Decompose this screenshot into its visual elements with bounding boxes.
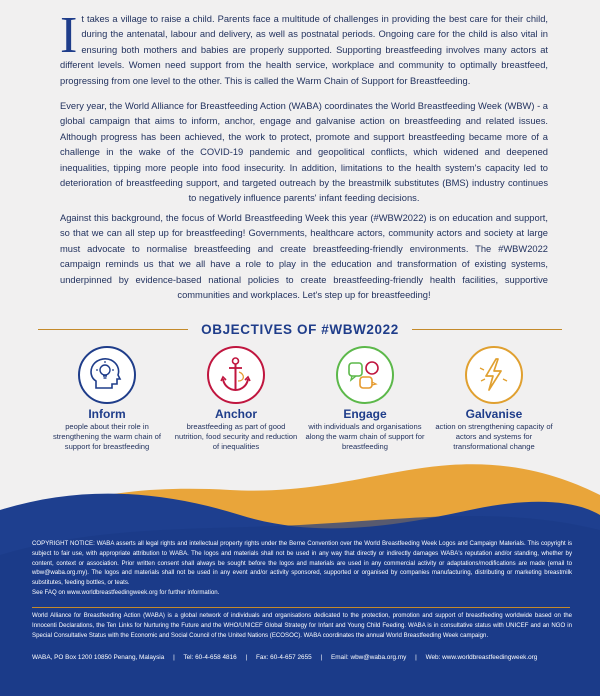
contact-tel: Tel: 60-4-658 4816 — [183, 654, 237, 661]
objective-name: Anchor — [215, 407, 257, 421]
objective-desc: action on strengthening capacity of actors and systems for transformational change — [435, 422, 553, 451]
objective-desc: breastfeeding as part of good nutrition, food security and reduction of inequalities — [174, 422, 298, 451]
contact-separator: | — [415, 654, 417, 661]
objective-desc: with individuals and organisations along the warm chain of support for breastfeeding — [305, 422, 425, 451]
wbw2022-paragraph: Against this background, the focus of World Breastfeeding Week this year (#WBW2022) is on education and support, so that we can all step up for breastfeeding! Governments, healthcare actors, community actors and society at large must advocate to normalise breastfeeding and create breastfeeding-friendly environments. The #WBW2022 campaign reminds us that we all have a role to play in the education and transformation of existing systems, underpinned by evidence-based national policies to create breastfeeding-friendly health facilities, supportive communities and workplaces. Let's step up for breastfeeding! — [60, 213, 548, 301]
anchor-icon — [207, 346, 265, 404]
head-lightbulb-icon — [78, 346, 136, 404]
faq-text: See FAQ on www.worldbreastfeedingweek.org for further information. — [32, 588, 220, 596]
contact-address: WABA, PO Box 1200 10850 Penang, Malaysia — [32, 654, 165, 661]
intro-paragraph — [60, 7, 548, 89]
copyright-notice — [32, 539, 572, 598]
objective-galvanise — [429, 346, 559, 452]
contact-email[interactable]: Email: wbw@waba.org.my — [330, 654, 407, 661]
objective-desc: people about their role in strengthening the warm chain of support for breastfeeding — [52, 422, 162, 451]
objective-engage — [300, 346, 430, 452]
contact-separator: | — [245, 654, 248, 661]
about-waba: World Alliance for Breastfeeding Action (WABA) is a global network of individuals and organisations dedicated to the protection, promotion and support of breastfeeding worldwide based on the Innocenti Declarations, the Ten Links for Nurturing the Future and the WHO/UNICEF Global Strategy for Infant and Young Child Feeding. WABA is in consultative status with UNICEF and an NGO in Special Consultative Status with the Economic and Social Council of the United Nations (ECOSOC). WABA coordinates the annual World Breastfeeding Week campaign. — [32, 612, 572, 639]
objective-inform — [42, 346, 172, 452]
objective-name: Inform — [88, 407, 126, 421]
contact-fax: Fax: 60-4-657 2655 — [255, 654, 312, 661]
objectives-rule-right — [412, 329, 562, 330]
drop-cap: I — [60, 7, 78, 64]
lightning-icon — [465, 346, 523, 404]
objective-anchor — [171, 346, 301, 452]
copyright-text: COPYRIGHT NOTICE: WABA asserts all legal rights and intellectual property rights under the Berne Convention over the World Breastfeeding Week Logos and Campaign Materials. This copyright is subject to fair use, with appropriate attribution to WABA. The logos and materials shall not be used in any way that directly or indirectly damages WABA's reputation and/or standing, whether by content, context or association. Prior written consent shall always be sought before the logos and materials are used in any commercial activity or adaptations/modifications are made (email to wbw@waba.org.my). The logos and materials shall not be used in any event and/or activity sponsored, supported or organised by companies manufacturing, distributing or marketing breastmilk substitutes, feeding bottles, or teats. — [32, 540, 572, 587]
objectives-header — [38, 320, 562, 340]
speech-bubbles-icon — [336, 346, 394, 404]
objectives-title: OBJECTIVES OF #WBW2022 — [201, 322, 399, 337]
waba-paragraph: Every year, the World Alliance for Breastfeeding Action (WABA) coordinates the World Breastfeeding Week (WBW) - a global campaign that aims to inform, anchor, engage and galvanise action on breastfeeding and related issues. Although progress has been achieved, the work to protect, promote and support breastfeeding became more of a challenge in the wake of the COVID-19 pandemic and geopolitical conflicts, which widened and deepened inequalities, tipping more people into food insecurity. In addition, limitations to the health system's capacity led to deterioration of breastfeeding support, and targeted outreach by the breastmilk substitutes (BMS) industry continues to negatively influence parents' infant feeding decisions. — [60, 101, 548, 204]
intro-text: t takes a village to raise a child. Parents face a multitude of challenges in providing the best care for their child, during the antenatal, labour and delivery, as well as postnatal periods. Ongoing care for the child is also vital in ensuring both mothers and babies are properly supported. Supporting breastfeeding involves many actors at different levels. Women need support from the health service, workplace and community to optimally breastfeed, progressing from one level to the other. This is called the Warm Chain of Support for Breastfeeding. — [60, 14, 548, 86]
contact-bar — [32, 654, 537, 661]
contact-separator: | — [173, 654, 175, 661]
footer-divider — [32, 607, 570, 608]
objective-name: Galvanise — [465, 407, 523, 421]
contact-web[interactable]: Web: www.worldbreastfeedingweek.org — [425, 654, 538, 661]
objective-name: Engage — [343, 407, 387, 421]
contact-separator: | — [320, 654, 323, 661]
